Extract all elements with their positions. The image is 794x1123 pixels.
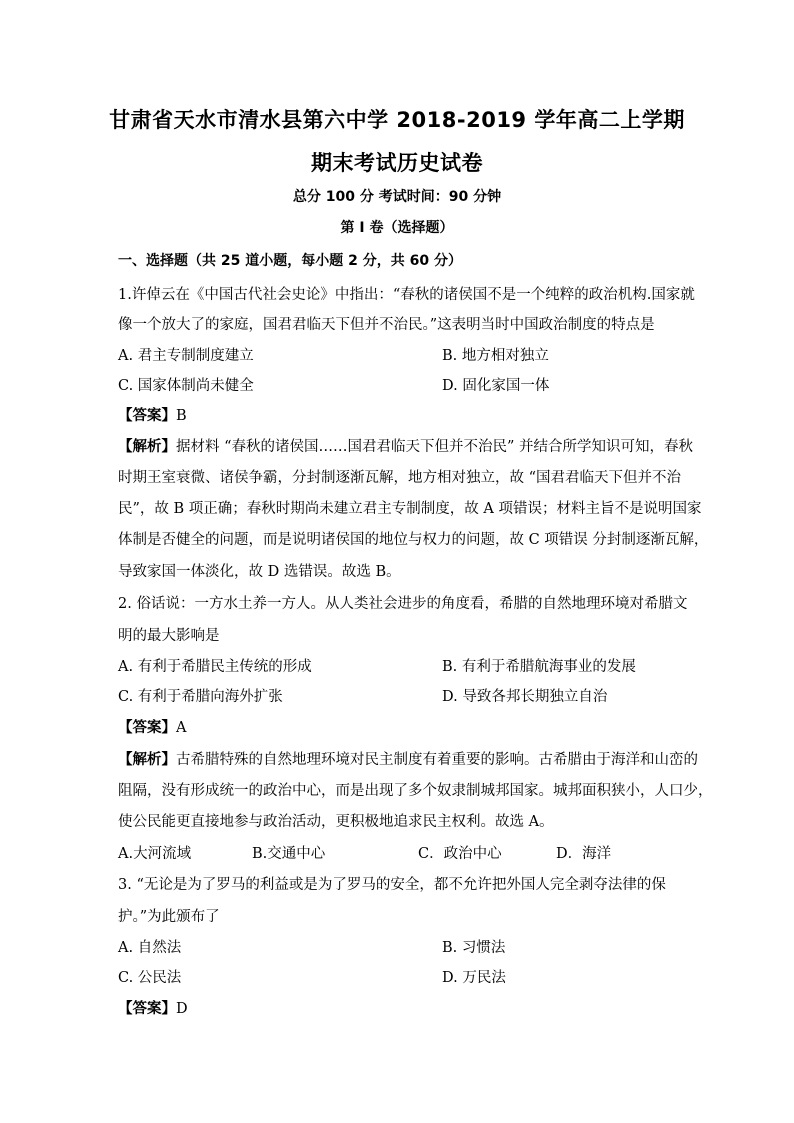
q1-analysis-line1 <box>118 435 693 456</box>
exam-title-line1: 甘肃省天水市清水县第六中学 2018-2019 学年高二上学期 <box>109 108 685 132</box>
q3-option-c: C. 公民法 <box>118 970 182 986</box>
q3-answer-label: 【答案】 <box>118 1001 176 1017</box>
score-time-info: 总分 100 分 考试时间：90 分钟 <box>292 189 502 205</box>
q3-option-d: D. 万民法 <box>442 970 506 986</box>
q1-answer <box>118 404 187 425</box>
q1-answer-label: 【答案】 <box>118 408 176 424</box>
exam-title-line2: 期末考试历史试卷 <box>311 151 483 175</box>
q2-option-c: C. 有利于希腊向海外扩张 <box>118 689 283 705</box>
q2-extra-option-c: C．政治中心 <box>418 846 502 862</box>
q1-analysis-line4: 体制是否健全的问题，而是说明诸侯国的地位与权力的问题，故 C 项错误 分封制逐渐瓦解， <box>118 532 709 548</box>
q3-option-b: B. 习惯法 <box>442 940 506 956</box>
q1-analysis-line3: 民”，故 B 项正确；春秋时期尚未建立君主专制制度，故 A 项错误；材料主旨不是说明国家 <box>118 501 702 517</box>
q2-analysis-line1 <box>118 748 698 769</box>
q2-option-b: B. 有利于希腊航海事业的发展 <box>442 659 636 675</box>
q1-analysis-line5: 导致家国一体淡化，故 D 选错误。故选 B。 <box>118 564 401 580</box>
q3-option-a: A. 自然法 <box>118 940 182 956</box>
volume-heading: 第 I 卷（选择题） <box>340 220 454 236</box>
q1-analysis-line2: 时期王室衰微、诸侯争霸，分封制逐渐瓦解，地方相对独立，故 “国君君临天下但并不治 <box>118 470 682 486</box>
q2-analysis-line2: 阻隔，没有形成统一的政治中心，而是出现了多个奴隶制城邦国家。城邦面积狭小，人口少， <box>118 783 713 799</box>
q1-option-d: D. 固化家国一体 <box>442 378 550 394</box>
q2-answer-label: 【答案】 <box>118 720 176 736</box>
q2-extra-option-a: A.大河流域 <box>118 846 192 862</box>
q1-answer-value: B <box>176 408 187 424</box>
q1-analysis-text1: 据材料 “春秋的诸侯国……国君君临天下但并不治民” 并结合所学知识可知，春秋 <box>176 439 694 455</box>
q2-extra-option-d: D．海洋 <box>556 846 612 862</box>
q3-stem-line2: 护。”为此颁布了 <box>118 909 220 925</box>
q1-option-a: A. 君主专制制度建立 <box>118 348 254 364</box>
q1-stem-line1: 1.许倬云在《中国古代社会史论》中指出：“春秋的诸侯国不是一个纯粹的政治机构.国家就 <box>118 287 695 303</box>
q3-answer <box>118 997 188 1018</box>
q2-stem-line1: 2. 俗话说：一方水土养一方人。从人类社会进步的角度看，希腊的自然地理环境对希腊文 <box>118 596 688 612</box>
q2-answer <box>118 716 186 737</box>
q1-analysis-label: 【解析】 <box>118 439 176 455</box>
q2-analysis-line3: 使公民能更直接地参与政治活动，更积极地追求民主权利。故选 A。 <box>118 814 554 830</box>
q2-extra-option-b: B.交通中心 <box>252 846 326 862</box>
q2-analysis-text1: 古希腊特殊的自然地理环境对民主制度有着重要的影响。古希腊由于海洋和山峦的 <box>176 752 698 768</box>
q2-option-d: D. 导致各邦长期独立自治 <box>442 689 608 705</box>
q3-answer-value: D <box>176 1001 188 1017</box>
q1-stem-line2: 像一个放大了的家庭，国君君临天下但并不治民。”这表明当时中国政治制度的特点是 <box>118 317 655 333</box>
q2-analysis-label: 【解析】 <box>118 752 176 768</box>
section-heading: 一、选择题（共 25 道小题，每小题 2 分，共 60 分） <box>118 253 462 269</box>
q1-option-c: C. 国家体制尚未健全 <box>118 378 254 394</box>
q3-stem-line1: 3. “无论是为了罗马的利益或是为了罗马的安全，都不允许把外国人完全剥夺法律的保 <box>118 877 666 893</box>
q2-answer-value: A <box>176 720 187 736</box>
q2-option-a: A. 有利于希腊民主传统的形成 <box>118 659 312 675</box>
q1-option-b: B. 地方相对独立 <box>442 348 549 364</box>
q2-stem-line2: 明的最大影响是 <box>118 628 220 644</box>
